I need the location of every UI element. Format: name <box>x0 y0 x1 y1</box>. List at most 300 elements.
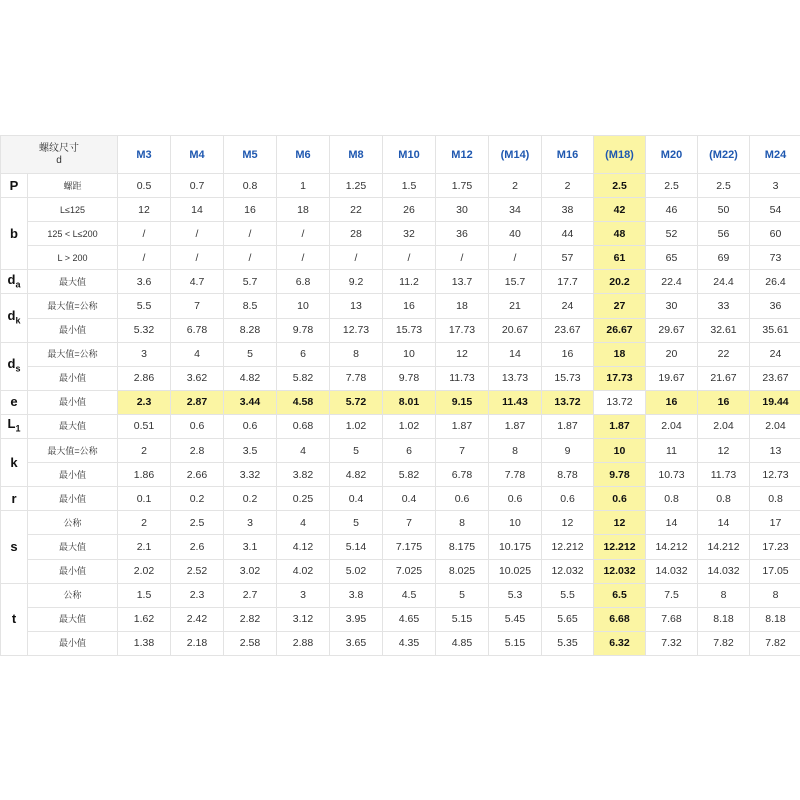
value-cell: 14 <box>171 198 224 222</box>
spec-table-body <box>1 136 800 656</box>
value-cell: 5.7 <box>224 270 277 294</box>
value-cell: 30 <box>436 198 489 222</box>
symbol-letter: s <box>10 538 18 554</box>
table-row <box>1 511 800 535</box>
value-cell: 36 <box>750 294 800 318</box>
row-label: 最小值 <box>28 390 118 414</box>
value-cell: 3.6 <box>118 270 171 294</box>
value-cell: 2.82 <box>224 607 277 631</box>
value-cell: / <box>171 246 224 270</box>
dimension-symbol <box>1 198 28 270</box>
value-cell: 20.2 <box>594 270 646 294</box>
table-row <box>1 390 800 414</box>
value-cell: 14.212 <box>646 535 698 559</box>
value-cell: 17.73 <box>436 318 489 342</box>
value-cell: 0.6 <box>594 487 646 511</box>
value-cell: 4.02 <box>277 559 330 583</box>
symbol-subscript: 1 <box>15 423 21 434</box>
value-cell: 2 <box>542 174 594 198</box>
value-cell: 0.1 <box>118 487 171 511</box>
value-cell: 2.18 <box>171 631 224 655</box>
value-cell: 19.44 <box>750 390 800 414</box>
value-cell: 1.38 <box>118 631 171 655</box>
value-cell: 7.025 <box>383 559 436 583</box>
value-cell: / <box>224 222 277 246</box>
symbol-letter: t <box>11 611 17 627</box>
value-cell: 7 <box>383 511 436 535</box>
value-cell: 16 <box>542 342 594 366</box>
value-cell: 8.78 <box>542 463 594 487</box>
value-cell: 5 <box>436 583 489 607</box>
value-cell: 5.15 <box>436 607 489 631</box>
value-cell: 27 <box>594 294 646 318</box>
value-cell: 17.05 <box>750 559 800 583</box>
value-cell: 7.32 <box>646 631 698 655</box>
thread-diameter-label: d <box>56 154 62 166</box>
dimension-symbol <box>1 390 28 414</box>
value-cell: 10 <box>594 439 646 463</box>
value-cell: 13.73 <box>489 366 542 390</box>
symbol-subscript: k <box>15 315 21 326</box>
symbol-letter: k <box>10 454 18 470</box>
value-cell: / <box>277 222 330 246</box>
value-cell: 1.87 <box>489 414 542 438</box>
spec-table <box>0 135 800 656</box>
value-cell: 50 <box>698 198 750 222</box>
value-cell: 2.86 <box>118 366 171 390</box>
size-header-cell: (M14) <box>489 136 542 174</box>
value-cell: 18 <box>436 294 489 318</box>
value-cell: 7.175 <box>383 535 436 559</box>
value-cell: 12 <box>698 439 750 463</box>
value-cell: / <box>489 246 542 270</box>
value-cell: 9 <box>542 439 594 463</box>
value-cell: 0.8 <box>224 174 277 198</box>
value-cell: 8.18 <box>698 607 750 631</box>
value-cell: 11 <box>646 439 698 463</box>
value-cell: 0.8 <box>646 487 698 511</box>
table-row <box>1 246 800 270</box>
table-row <box>1 198 800 222</box>
value-cell: 0.2 <box>224 487 277 511</box>
table-row <box>1 535 800 559</box>
value-cell: 6.8 <box>277 270 330 294</box>
value-cell: 2 <box>118 511 171 535</box>
value-cell: 14.032 <box>646 559 698 583</box>
value-cell: 28 <box>330 222 383 246</box>
value-cell: 38 <box>542 198 594 222</box>
value-cell: 12.73 <box>750 463 800 487</box>
size-header-cell: M6 <box>277 136 330 174</box>
value-cell: 11.2 <box>383 270 436 294</box>
value-cell: 7.78 <box>489 463 542 487</box>
value-cell: 5.5 <box>118 294 171 318</box>
value-cell: 6.78 <box>171 318 224 342</box>
value-cell: 7.82 <box>698 631 750 655</box>
value-cell: 17.73 <box>594 366 646 390</box>
value-cell: 12 <box>118 198 171 222</box>
row-label: 最小值 <box>28 463 118 487</box>
row-label: 最小值 <box>28 631 118 655</box>
value-cell: 4 <box>171 342 224 366</box>
size-header-cell: M3 <box>118 136 171 174</box>
table-row <box>1 463 800 487</box>
value-cell: 2.02 <box>118 559 171 583</box>
value-cell: 2.5 <box>698 174 750 198</box>
value-cell: 0.4 <box>330 487 383 511</box>
value-cell: 60 <box>750 222 800 246</box>
table-row <box>1 487 800 511</box>
table-row <box>1 270 800 294</box>
value-cell: 8 <box>330 342 383 366</box>
value-cell: 0.25 <box>277 487 330 511</box>
value-cell: 2.52 <box>171 559 224 583</box>
value-cell: 20.67 <box>489 318 542 342</box>
value-cell: 3.82 <box>277 463 330 487</box>
value-cell: 18 <box>594 342 646 366</box>
symbol-letter: r <box>11 490 17 506</box>
value-cell: 2.5 <box>594 174 646 198</box>
value-cell: 12.032 <box>594 559 646 583</box>
value-cell: 54 <box>750 198 800 222</box>
value-cell: / <box>383 246 436 270</box>
value-cell: 14.212 <box>698 535 750 559</box>
value-cell: 12.032 <box>542 559 594 583</box>
size-header-cell: M20 <box>646 136 698 174</box>
value-cell: 21.67 <box>698 366 750 390</box>
value-cell: 46 <box>646 198 698 222</box>
row-label: 125 < L≤200 <box>28 222 118 246</box>
value-cell: 2.58 <box>224 631 277 655</box>
value-cell: 2.04 <box>698 414 750 438</box>
value-cell: 17.23 <box>750 535 800 559</box>
value-cell: 22 <box>330 198 383 222</box>
value-cell: 2.6 <box>171 535 224 559</box>
value-cell: / <box>118 222 171 246</box>
value-cell: / <box>224 246 277 270</box>
value-cell: 0.7 <box>171 174 224 198</box>
value-cell: 6.78 <box>436 463 489 487</box>
table-row <box>1 294 800 318</box>
value-cell: 17.7 <box>542 270 594 294</box>
value-cell: 4.58 <box>277 390 330 414</box>
table-row <box>1 342 800 366</box>
row-label: 公称 <box>28 583 118 607</box>
dimension-symbol <box>1 414 28 438</box>
value-cell: 10.73 <box>646 463 698 487</box>
value-cell: 3.65 <box>330 631 383 655</box>
value-cell: 4.65 <box>383 607 436 631</box>
thread-size-header <box>1 136 118 174</box>
value-cell: 6.68 <box>594 607 646 631</box>
value-cell: 4.5 <box>383 583 436 607</box>
table-row <box>1 631 800 655</box>
value-cell: 4.7 <box>171 270 224 294</box>
value-cell: 0.8 <box>750 487 800 511</box>
value-cell: 5 <box>224 342 277 366</box>
value-cell: 48 <box>594 222 646 246</box>
value-cell: 6.32 <box>594 631 646 655</box>
value-cell: 36 <box>436 222 489 246</box>
row-label: 最小值 <box>28 559 118 583</box>
row-label: 最大值 <box>28 270 118 294</box>
size-header-cell: (M22) <box>698 136 750 174</box>
value-cell: 13.72 <box>594 390 646 414</box>
value-cell: 5.72 <box>330 390 383 414</box>
value-cell: 5.32 <box>118 318 171 342</box>
symbol-letter: d <box>7 307 16 323</box>
value-cell: 21 <box>489 294 542 318</box>
size-header-cell: M5 <box>224 136 277 174</box>
value-cell: 0.6 <box>436 487 489 511</box>
table-row <box>1 414 800 438</box>
value-cell: 8 <box>750 583 800 607</box>
value-cell: 26 <box>383 198 436 222</box>
value-cell: 7 <box>171 294 224 318</box>
value-cell: 4.35 <box>383 631 436 655</box>
value-cell: 7 <box>436 439 489 463</box>
value-cell: 4.82 <box>330 463 383 487</box>
value-cell: 4 <box>277 511 330 535</box>
value-cell: 3 <box>277 583 330 607</box>
value-cell: 16 <box>646 390 698 414</box>
thread-size-label: 螺纹尺寸 <box>39 142 79 154</box>
value-cell: 0.8 <box>698 487 750 511</box>
value-cell: 10 <box>489 511 542 535</box>
value-cell: 8 <box>698 583 750 607</box>
value-cell: 3 <box>118 342 171 366</box>
value-cell: 9.15 <box>436 390 489 414</box>
value-cell: 12 <box>542 511 594 535</box>
value-cell: 3.02 <box>224 559 277 583</box>
value-cell: 7.5 <box>646 583 698 607</box>
value-cell: 33 <box>698 294 750 318</box>
row-label: 最大值 <box>28 607 118 631</box>
value-cell: 14 <box>698 511 750 535</box>
value-cell: / <box>118 246 171 270</box>
dimension-symbol <box>1 174 28 198</box>
size-header-cell: (M18) <box>594 136 646 174</box>
dimension-symbol <box>1 511 28 583</box>
row-label: 最小值 <box>28 318 118 342</box>
value-cell: 52 <box>646 222 698 246</box>
table-row <box>1 559 800 583</box>
value-cell: 8 <box>489 439 542 463</box>
value-cell: 10.175 <box>489 535 542 559</box>
value-cell: 10.025 <box>489 559 542 583</box>
value-cell: 3.44 <box>224 390 277 414</box>
value-cell: 4 <box>277 439 330 463</box>
value-cell: 9.78 <box>594 463 646 487</box>
value-cell: 10 <box>383 342 436 366</box>
value-cell: 73 <box>750 246 800 270</box>
value-cell: 8 <box>436 511 489 535</box>
row-label: 螺距 <box>28 174 118 198</box>
dimension-symbol <box>1 270 28 294</box>
value-cell: 8.01 <box>383 390 436 414</box>
value-cell: 16 <box>698 390 750 414</box>
value-cell: 5.45 <box>489 607 542 631</box>
value-cell: 1.75 <box>436 174 489 198</box>
value-cell: 1.02 <box>330 414 383 438</box>
value-cell: 9.2 <box>330 270 383 294</box>
value-cell: / <box>171 222 224 246</box>
value-cell: 5.5 <box>542 583 594 607</box>
value-cell: 13.7 <box>436 270 489 294</box>
row-label: 最大值 <box>28 535 118 559</box>
size-header-cell: M4 <box>171 136 224 174</box>
value-cell: 2.88 <box>277 631 330 655</box>
value-cell: 5 <box>330 439 383 463</box>
value-cell: 1.02 <box>383 414 436 438</box>
value-cell: 22 <box>698 342 750 366</box>
value-cell: 2.04 <box>646 414 698 438</box>
value-cell: 4.12 <box>277 535 330 559</box>
value-cell: 14.032 <box>698 559 750 583</box>
value-cell: 5 <box>330 511 383 535</box>
value-cell: 13 <box>750 439 800 463</box>
value-cell: 1.87 <box>542 414 594 438</box>
row-label: L > 200 <box>28 246 118 270</box>
value-cell: 3.8 <box>330 583 383 607</box>
value-cell: 13.72 <box>542 390 594 414</box>
value-cell: 23.67 <box>542 318 594 342</box>
value-cell: 8.18 <box>750 607 800 631</box>
row-label: 最小值 <box>28 487 118 511</box>
symbol-subscript: a <box>15 279 21 290</box>
value-cell: 24 <box>542 294 594 318</box>
value-cell: 2.1 <box>118 535 171 559</box>
value-cell: 3 <box>224 511 277 535</box>
value-cell: 8.28 <box>224 318 277 342</box>
value-cell: 29.67 <box>646 318 698 342</box>
value-cell: 35.61 <box>750 318 800 342</box>
value-cell: 2.8 <box>171 439 224 463</box>
symbol-letter: d <box>7 355 16 371</box>
value-cell: 32.61 <box>698 318 750 342</box>
row-label: 最大值=公称 <box>28 342 118 366</box>
dimension-symbol <box>1 342 28 390</box>
value-cell: 7.68 <box>646 607 698 631</box>
value-cell: 1.87 <box>594 414 646 438</box>
value-cell: 3.95 <box>330 607 383 631</box>
dimension-symbol <box>1 439 28 487</box>
value-cell: 20 <box>646 342 698 366</box>
value-cell: 1.62 <box>118 607 171 631</box>
value-cell: / <box>277 246 330 270</box>
value-cell: 17 <box>750 511 800 535</box>
value-cell: / <box>436 246 489 270</box>
value-cell: 16 <box>224 198 277 222</box>
value-cell: 15.7 <box>489 270 542 294</box>
value-cell: 24.4 <box>698 270 750 294</box>
symbol-letter: b <box>10 225 18 241</box>
value-cell: 5.14 <box>330 535 383 559</box>
value-cell: 56 <box>698 222 750 246</box>
value-cell: 15.73 <box>542 366 594 390</box>
value-cell: 5.15 <box>489 631 542 655</box>
value-cell: 5.02 <box>330 559 383 583</box>
value-cell: 26.4 <box>750 270 800 294</box>
symbol-letter: L <box>7 416 16 432</box>
value-cell: 14 <box>489 342 542 366</box>
value-cell: 9.78 <box>277 318 330 342</box>
value-cell: 69 <box>698 246 750 270</box>
value-cell: 2.66 <box>171 463 224 487</box>
value-cell: 0.68 <box>277 414 330 438</box>
value-cell: 14 <box>646 511 698 535</box>
value-cell: 2.5 <box>646 174 698 198</box>
row-label: 最大值 <box>28 414 118 438</box>
value-cell: 11.73 <box>436 366 489 390</box>
value-cell: 12 <box>436 342 489 366</box>
table-row <box>1 318 800 342</box>
value-cell: 0.6 <box>171 414 224 438</box>
value-cell: 57 <box>542 246 594 270</box>
value-cell: 2 <box>489 174 542 198</box>
value-cell: 5.3 <box>489 583 542 607</box>
value-cell: 24 <box>750 342 800 366</box>
value-cell: 42 <box>594 198 646 222</box>
dimension-symbol <box>1 583 28 655</box>
value-cell: / <box>330 246 383 270</box>
symbol-letter: P <box>9 177 19 193</box>
value-cell: 6 <box>383 439 436 463</box>
value-cell: 0.6 <box>224 414 277 438</box>
value-cell: 12.212 <box>542 535 594 559</box>
value-cell: 3.62 <box>171 366 224 390</box>
value-cell: 30 <box>646 294 698 318</box>
value-cell: 12 <box>594 511 646 535</box>
value-cell: 34 <box>489 198 542 222</box>
value-cell: 1.5 <box>383 174 436 198</box>
value-cell: 22.4 <box>646 270 698 294</box>
value-cell: 2.5 <box>171 511 224 535</box>
value-cell: 12.73 <box>330 318 383 342</box>
value-cell: 11.73 <box>698 463 750 487</box>
row-label: 最大值=公称 <box>28 294 118 318</box>
value-cell: 3.5 <box>224 439 277 463</box>
value-cell: 18 <box>277 198 330 222</box>
value-cell: 2.3 <box>118 390 171 414</box>
value-cell: 5.82 <box>383 463 436 487</box>
value-cell: 0.2 <box>171 487 224 511</box>
value-cell: 15.73 <box>383 318 436 342</box>
table-row <box>1 366 800 390</box>
value-cell: 2.87 <box>171 390 224 414</box>
value-cell: 2.42 <box>171 607 224 631</box>
value-cell: 5.35 <box>542 631 594 655</box>
dimension-symbol <box>1 487 28 511</box>
value-cell: 13 <box>330 294 383 318</box>
value-cell: 2.04 <box>750 414 800 438</box>
value-cell: 11.43 <box>489 390 542 414</box>
value-cell: 6 <box>277 342 330 366</box>
value-cell: 19.67 <box>646 366 698 390</box>
value-cell: 7.82 <box>750 631 800 655</box>
table-row <box>1 222 800 246</box>
value-cell: 0.4 <box>383 487 436 511</box>
row-label: 最小值 <box>28 366 118 390</box>
value-cell: 16 <box>383 294 436 318</box>
row-label: 公称 <box>28 511 118 535</box>
size-header-cell: M8 <box>330 136 383 174</box>
value-cell: 8.175 <box>436 535 489 559</box>
symbol-subscript: s <box>15 363 21 374</box>
value-cell: 44 <box>542 222 594 246</box>
table-row <box>1 439 800 463</box>
value-cell: 2 <box>118 439 171 463</box>
